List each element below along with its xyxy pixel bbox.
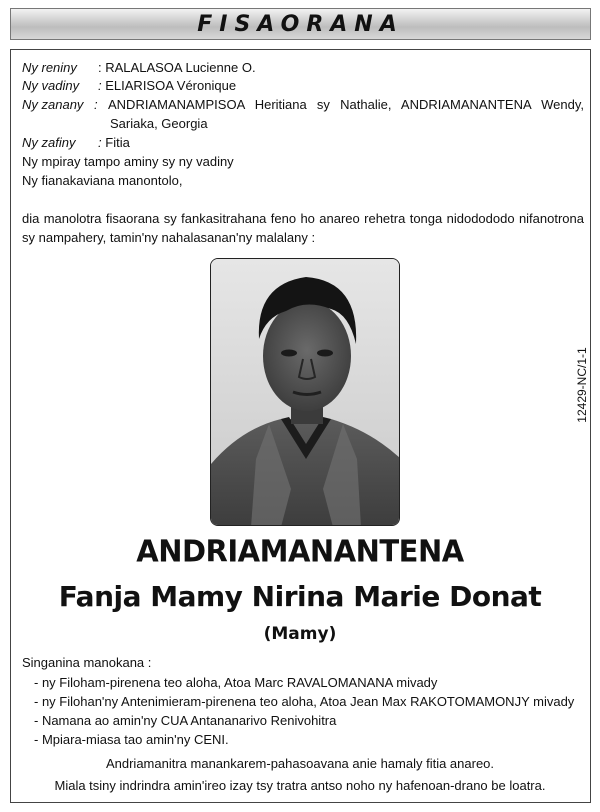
portrait-photo [210, 258, 400, 526]
vadiny-value: ELIARISOA Véronique [105, 78, 237, 93]
zanany-value-line1: ANDRIAMANAMPISOA Heritiana sy Nathalie, ANDRIAMANANTENA Wendy, [108, 97, 584, 112]
deceased-given-names: Fanja Mamy Nirina Marie Donat [58, 580, 542, 613]
header-banner [10, 8, 591, 40]
zafiny-label: Ny zafiny [22, 135, 76, 150]
deceased-surname: ANDRIAMANANTENA [136, 533, 464, 569]
positions-item: - Namana ao amin'ny CUA Antananarivo Renivohitra [34, 713, 337, 728]
intro-line2: sy nampahery, tamin'ny nahalasanan'ny malalany : [22, 230, 316, 245]
page-title: FISAORANA [197, 11, 404, 37]
family-reniny [22, 60, 256, 76]
family-vadiny [22, 78, 236, 94]
family-zanany [22, 97, 584, 113]
zanany-sep: : [94, 97, 98, 112]
family-mpiray: Ny mpiray tampo aminy sy ny vadiny [22, 154, 234, 169]
zafiny-sep: : [98, 135, 102, 150]
family-fianakaviana: Ny fianakaviana manontolo, [22, 173, 183, 188]
portrait-image [211, 259, 400, 526]
closing-line1: Andriamanitra manankarem-pahasoavana anie hamaly fitia anareo. [105, 756, 495, 771]
intro-line1: dia manolotra fisaorana sy fankasitrahana feno ho anareo rehetra tonga nidodododo nifanotrona [22, 211, 584, 226]
deceased-nickname: (Mamy) [263, 624, 337, 644]
vadiny-sep: : [98, 78, 102, 93]
reniny-label: Ny reniny [22, 60, 77, 75]
reniny-sep: : [98, 60, 102, 75]
reniny-value: RALALASOA Lucienne O. [105, 60, 256, 75]
closing-line2: Miala tsiny indrindra amin'ireo izay tsy tratra antso noho ny hafenoan-drano be loatra. [54, 778, 546, 793]
zanany-label: Ny zanany [22, 97, 84, 112]
family-zafiny [22, 135, 130, 151]
zafiny-value: Fitia [105, 135, 130, 150]
positions-heading: Singanina manokana : [22, 655, 152, 670]
positions-item: - ny Filoham-pirenena teo aloha, Atoa Marc RAVALOMANANA mivady [34, 675, 438, 690]
side-reference-code: 12429-NC/1-1 [575, 347, 589, 423]
positions-item: - Mpiara-miasa tao amin'ny CENI. [34, 732, 229, 747]
vadiny-label: Ny vadiny [22, 78, 80, 93]
zanany-value-line2: Sariaka, Georgia [110, 116, 208, 131]
positions-item: - ny Filohan'ny Antenimieram-pirenena teo aloha, Atoa Jean Max RAKOTOMAMONJY mivady [34, 694, 575, 709]
